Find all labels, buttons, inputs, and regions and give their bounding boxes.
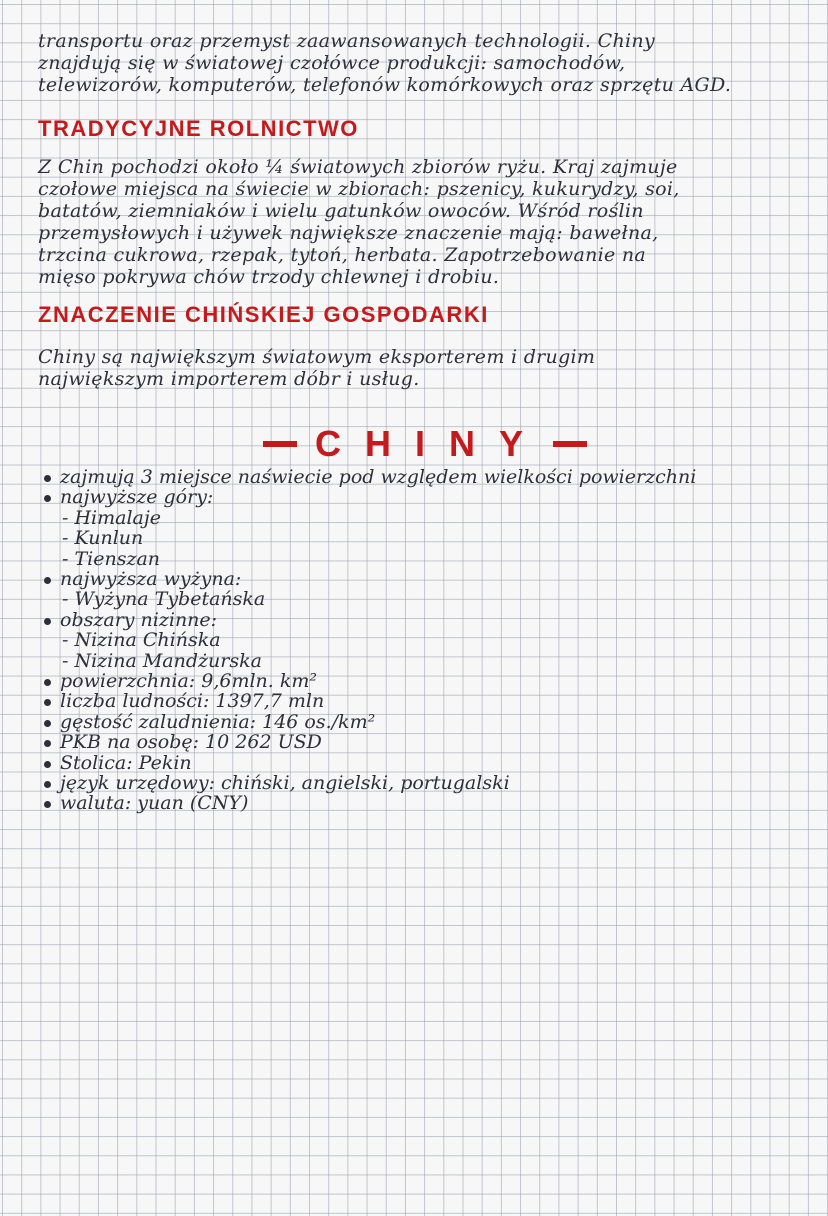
title-dash-left [263,441,297,447]
fact-item: najwyższe góry: [60,486,214,509]
page-title [240,424,610,464]
fact-item: najwyższa wyżyna: [60,568,242,590]
agriculture-line-6: mięso pokrywa chów trzody chlewnej i drobiu. [38,266,500,288]
heading-agriculture: TRADYCYJNE ROLNICTWO [38,116,359,141]
title-dash-right [553,441,587,447]
fact-item: PKB na osobę: 10 262 USD [60,731,322,754]
bullet-dot [44,740,51,747]
agriculture-line-2: czołowe miejsca na świecie w zbiorach: pszenicy, kukurydzy, soi, [38,178,680,200]
economy-line-1: Chiny są największym światowym eksporterem i drugim [38,346,596,368]
intro-line-2: znajdują się w światowej czołówce produkcji: samochodów, [38,52,626,74]
bullet-dot [44,495,51,502]
economy-line-2: największym importerem dóbr i usług. [38,368,420,390]
fact-item: powierzchnia: 9,6mln. km² [60,670,318,692]
title-text: CHINY [314,423,547,464]
fact-subitem: - Nizina Mandżurska [62,649,262,672]
bullet-dot [44,801,51,808]
bullet-dot [44,679,51,686]
fact-subitem: - Himalaje [62,506,161,529]
agriculture-line-5: trzcina cukrowa, rzepak, tytoń, herbata. Zapotrzebowanie na [38,244,647,266]
heading-economy: ZNACZENIE CHIŃSKIEJ GOSPODARKI [38,302,489,327]
bullet-dot [44,618,51,625]
fact-item: język urzędowy: chiński, angielski, portugalski [60,772,510,794]
agriculture-line-1: Z Chin pochodzi około ¼ światowych zbiorów ryżu. Kraj zajmuje [38,156,678,178]
fact-item: obszary nizinne: [60,608,218,631]
fact-item: Stolica: Pekin [60,751,192,774]
bullet-dot [44,699,51,706]
fact-subitem: - Wyżyna Tybetańska [62,588,266,611]
fact-subitem: - Kunlun [62,527,144,550]
agriculture-line-4: przemysłowych i używek największe znaczenie mają: bawełna, [38,222,659,244]
fact-item: liczba ludności: 1397,7 mln [60,690,325,713]
agriculture-line-3: batatów, ziemniaków i wielu gatunków owoców. Wśród roślin [38,200,644,222]
bullet-dot [44,761,51,768]
bullet-dot [44,781,51,788]
fact-item: waluta: yuan (CNY) [60,792,249,815]
fact-item: gęstość zaludnienia: 146 os./km² [60,710,376,733]
bullet-dot [44,720,51,727]
bullet-dot [44,475,51,482]
fact-subitem: - Tienszan [62,547,161,570]
intro-line-3: telewizorów, komputerów, telefonów komórkowych oraz sprzętu AGD. [38,74,732,96]
bullet-dot [44,577,51,584]
intro-line-1: transportu oraz przemyst zaawansowanych technologii. Chiny [38,30,655,52]
fact-subitem: - Nizina Chińska [62,629,221,652]
fact-item: zajmują 3 miejsce naświecie pod względem wielkości powierzchni [60,466,697,488]
